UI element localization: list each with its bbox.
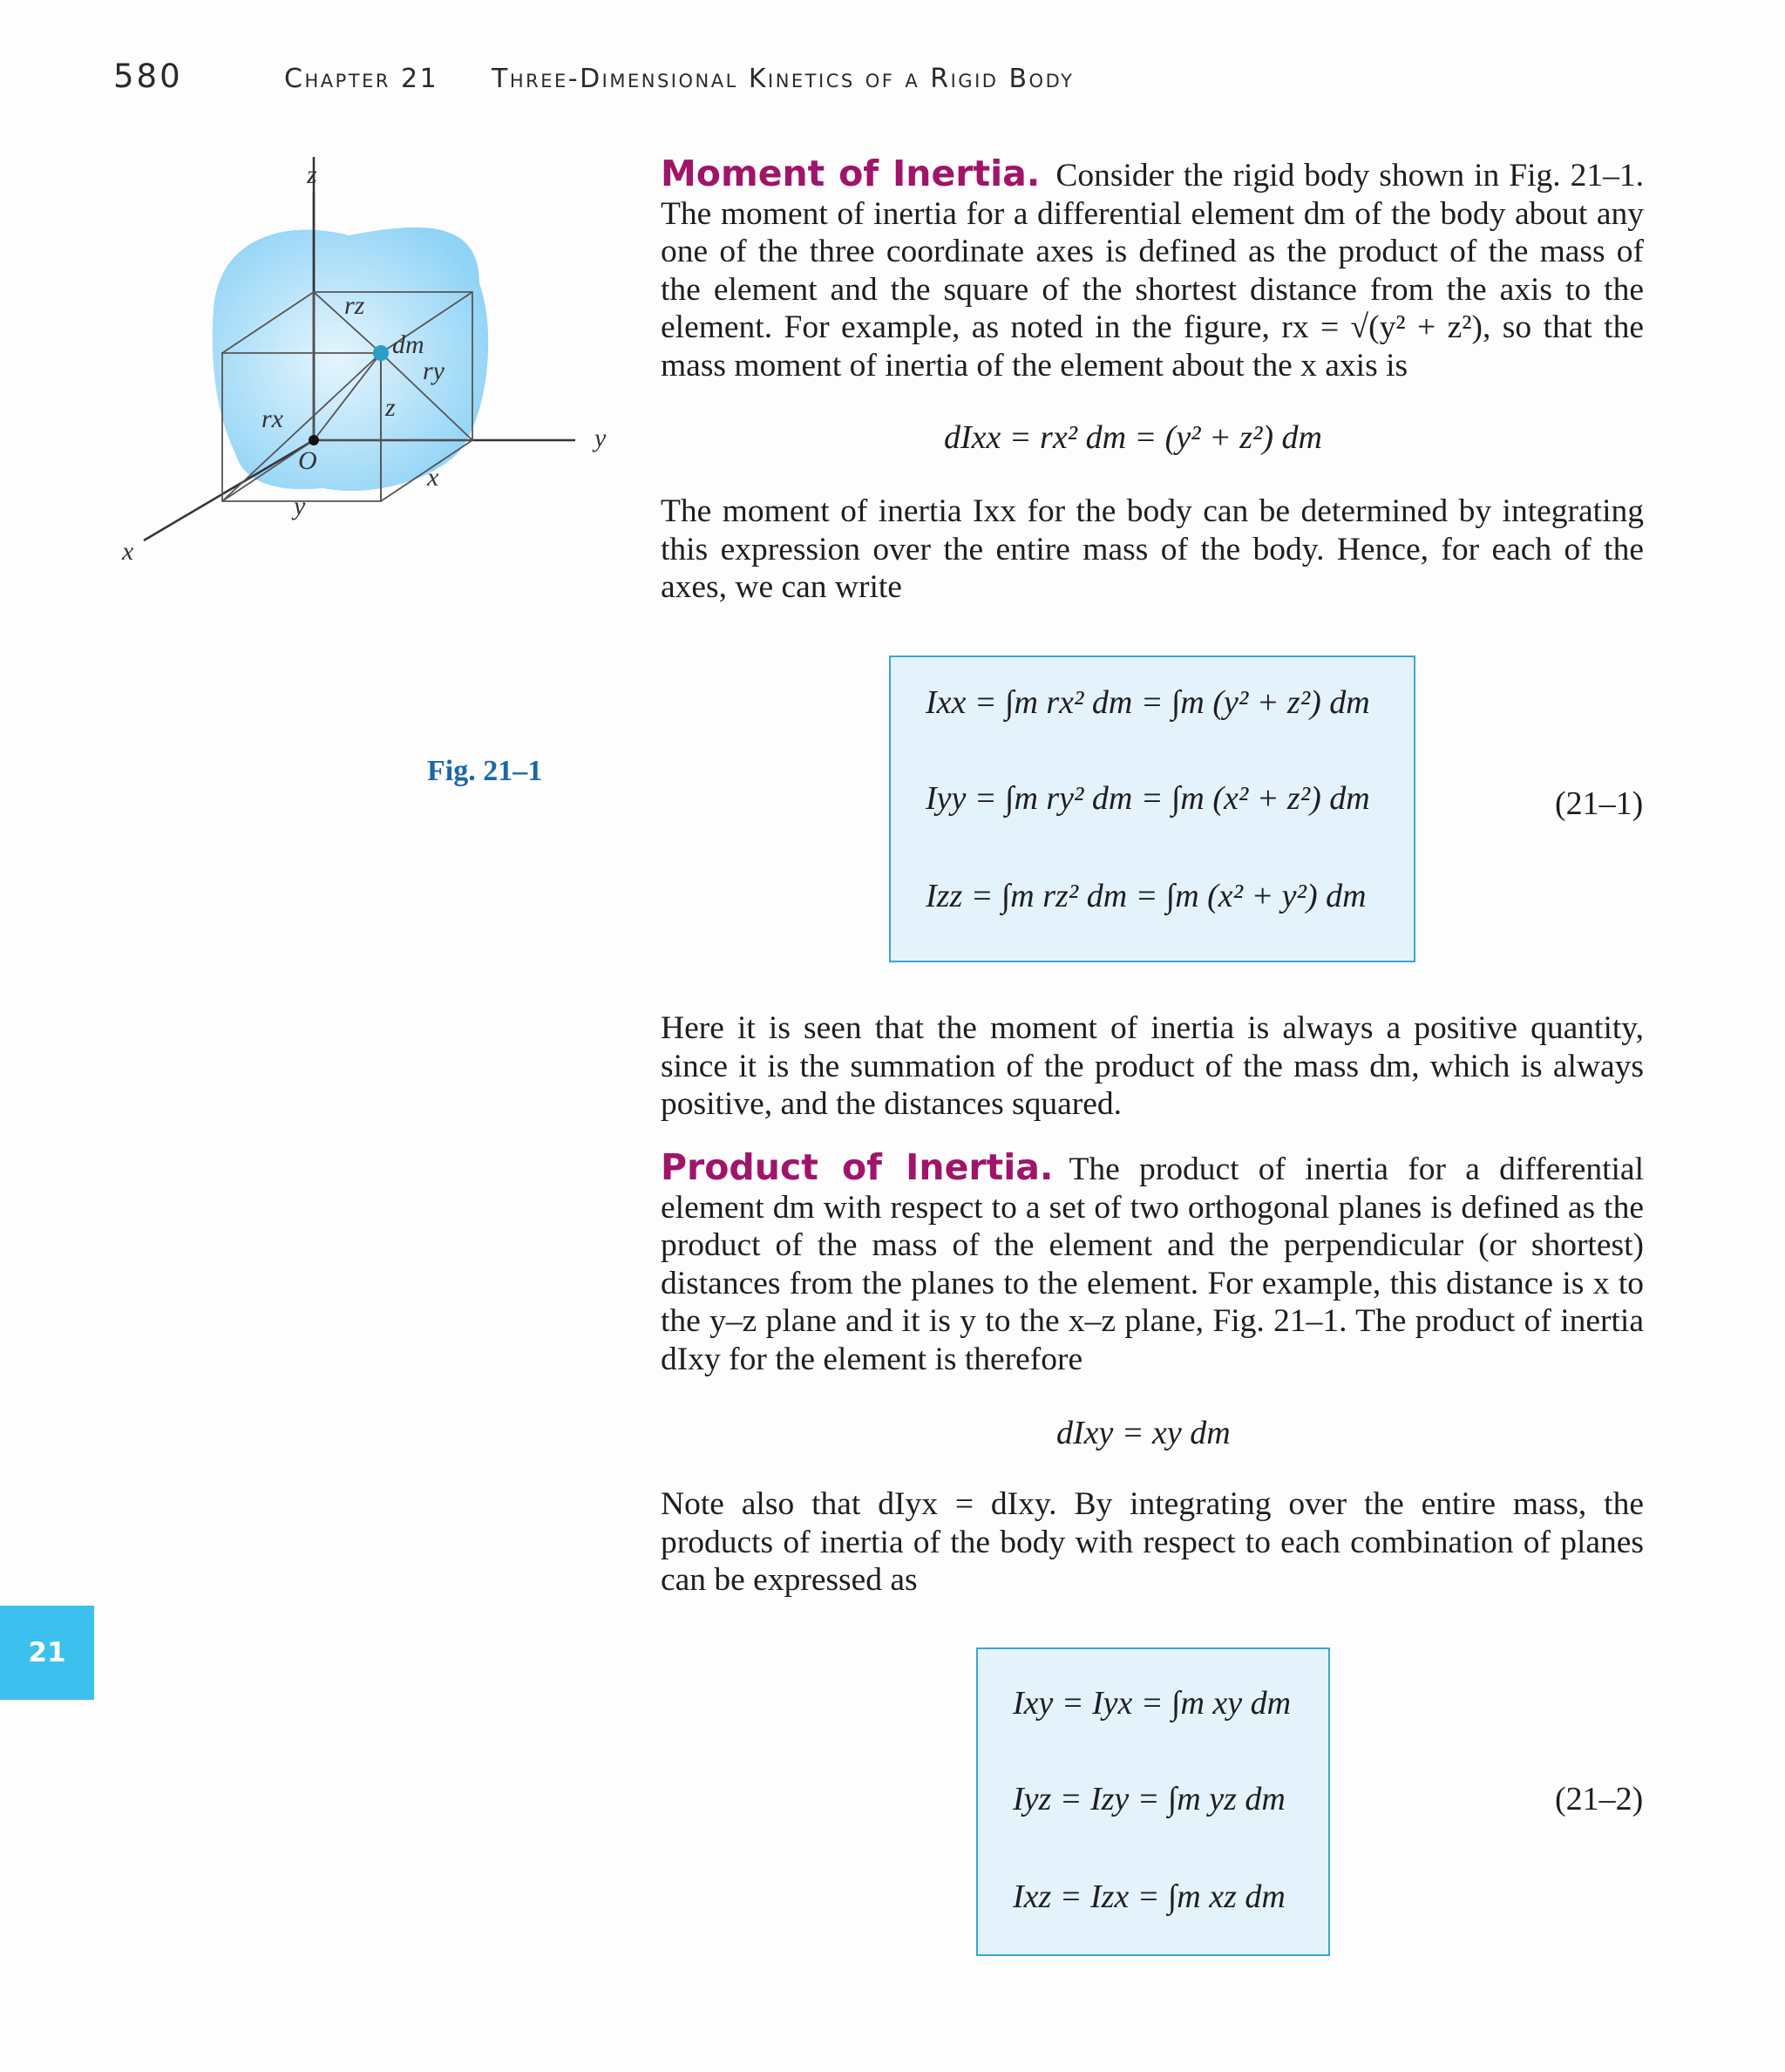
page-number: 580 bbox=[113, 58, 183, 95]
equation-dIxx: dIxx = rx² dm = (y² + z²) dm bbox=[944, 419, 1322, 456]
rz-label: rz bbox=[344, 291, 365, 320]
moment-paragraph-1: Consider the rigid body shown in Fig. 21–1. The moment of inertia for a differential element dm of the body about any one of the three coordinate axes is defined as the product of the mass of the element and the square of the shortest distance from the axis to the element. For example, as noted in the figure, rx = √(y² + z²), so that the mass moment of inertia of the element about the x axis is bbox=[661, 158, 1644, 384]
moment-intro bbox=[661, 155, 1644, 384]
dm-element bbox=[373, 345, 389, 361]
equation-box-21-2 bbox=[976, 1647, 1330, 1956]
equation-dIxy: dIxy = xy dm bbox=[1056, 1415, 1231, 1451]
x-axis-label: x bbox=[122, 537, 134, 566]
chapter-tab: 21 bbox=[0, 1606, 94, 1700]
equation-Izz: Izz = ∫m rz² dm = ∫m (x² + y²) dm bbox=[926, 878, 1367, 914]
equation-Iyy: Iyy = ∫m ry² dm = ∫m (x² + z²) dm bbox=[926, 780, 1370, 817]
x-axis bbox=[144, 440, 314, 540]
moment-para-3: Here it is seen that the moment of inertia is always a positive quantity, since it is the summation of the product of the mass dm, which is always positive, and the distances squared. bbox=[661, 1010, 1644, 1122]
z-axis-label: z bbox=[307, 160, 317, 189]
z-dimension-label: z bbox=[385, 393, 396, 422]
moment-heading: Moment of Inertia. bbox=[661, 153, 1041, 194]
product-heading: Product of Inertia. bbox=[661, 1146, 1054, 1188]
y-dimension-label: y bbox=[294, 492, 306, 520]
origin-point bbox=[309, 435, 319, 445]
equation-number-21-2: (21–2) bbox=[1555, 1781, 1644, 1817]
figure-21-1 bbox=[113, 157, 628, 787]
rx-label: rx bbox=[261, 404, 283, 433]
product-para-2: Note also that dIyx = dIxy. By integrating over the entire mass, the products of inertia of the body with respect to each combination of planes can be expressed as bbox=[661, 1486, 1644, 1598]
equation-box-21-1 bbox=[889, 656, 1415, 962]
dm-label: dm bbox=[392, 330, 424, 359]
x-dimension-label: x bbox=[427, 463, 439, 492]
chapter-title: Three-Dimensional Kinetics of a Rigid Body bbox=[492, 64, 1075, 94]
product-paragraph-1: The product of inertia for a differential element dm with respect to a set of two orthogonal planes is defined as the product of the mass of the element and the perpendicular (or shortest) distances from the planes to the element. For example, this distance is x to the y–z plane and it is y to the x–z plane, Fig. 21–1. The product of inertia dIxy for the element is therefore bbox=[661, 1151, 1644, 1377]
equation-Ixx: Ixx = ∫m rx² dm = ∫m (y² + z²) dm bbox=[926, 684, 1370, 721]
figure-caption: Fig. 21–1 bbox=[427, 755, 543, 787]
equation-Ixz: Ixz = Izx = ∫m xz dm bbox=[1013, 1878, 1286, 1915]
product-intro bbox=[661, 1146, 1644, 1378]
rigid-body-diagram bbox=[113, 157, 628, 628]
equation-Iyz: Iyz = Izy = ∫m yz dm bbox=[1013, 1781, 1286, 1817]
equation-number-21-1: (21–1) bbox=[1555, 785, 1644, 822]
y-axis-label: y bbox=[594, 424, 607, 452]
moment-para-2: The moment of inertia Ixx for the body can be determined by integrating this expression over the entire mass of the body. Hence, for each of the axes, we can write bbox=[661, 493, 1644, 605]
rigid-body-blob bbox=[213, 228, 488, 491]
ry-label: ry bbox=[423, 357, 445, 385]
chapter-label: Chapter 21 bbox=[284, 64, 439, 94]
origin-label: O bbox=[298, 446, 317, 475]
equation-Ixy: Ixy = Iyx = ∫m xy dm bbox=[1013, 1685, 1292, 1722]
